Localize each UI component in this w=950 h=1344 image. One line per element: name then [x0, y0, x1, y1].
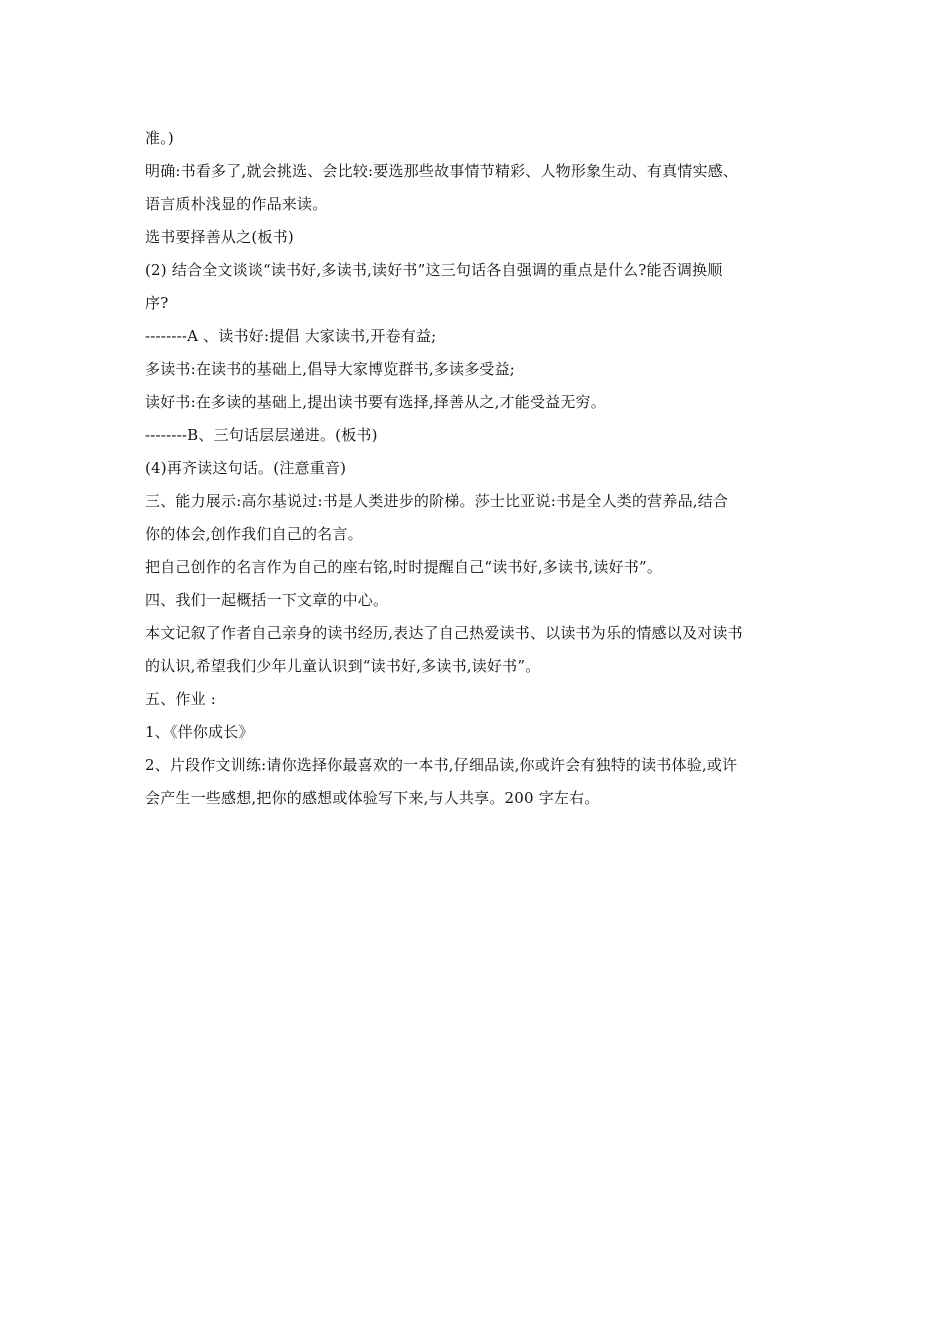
- text-line: 会产生一些感想,把你的感想或体验写下来,与人共享。200 字左右。: [145, 789, 600, 807]
- text-line: 五、作业 :: [145, 690, 217, 708]
- text-line: 选书要择善从之(板书): [145, 228, 294, 246]
- text-line: 2、片段作文训练:请你选择你最喜欢的一本书,仔细品读,你或许会有独特的读书体验,或许: [145, 756, 738, 774]
- text-line: 语言质朴浅显的作品来读。: [145, 195, 328, 213]
- text-line: 的认识,希望我们少年儿童认识到“读书好,多读书,读好书”。: [145, 657, 541, 675]
- text-line: 本文记叙了作者自己亲身的读书经历,表达了自己热爱读书、以读书为乐的情感以及对读书: [145, 624, 743, 642]
- text-line: 准。): [145, 129, 174, 147]
- text-line: 把自己创作的名言作为自己的座右铭,时时提醒自己“读书好,多读书,读好书”。: [145, 558, 663, 576]
- text-line: 三、能力展示:高尔基说过:书是人类进步的阶梯。莎士比亚说:书是全人类的营养品,结合: [145, 492, 729, 510]
- text-line: 读好书:在多读的基础上,提出读书要有选择,择善从之,才能受益无穷。: [145, 393, 606, 411]
- text-line: 四、我们一起概括一下文章的中心。: [145, 591, 389, 609]
- text-line: 多读书:在读书的基础上,倡导大家博览群书,多读多受益;: [145, 360, 516, 378]
- text-line: 1、《伴你成长》: [145, 723, 254, 741]
- text-line: --------B、三句话层层递进。(板书): [145, 426, 378, 444]
- text-line: 你的体会,创作我们自己的名言。: [145, 525, 363, 543]
- document-body: [145, 122, 815, 815]
- text-line: (2) 结合全文谈谈“读书好,多读书,读好书”这三句话各自强调的重点是什么?能否调换顺: [145, 261, 723, 279]
- text-line: 明确:书看多了,就会挑选、会比较:要选那些故事情节精彩、人物形象生动、有真情实感、: [145, 162, 739, 180]
- text-line: --------A 、读书好:提倡 大家读书,开卷有益;: [145, 327, 437, 345]
- text-line: (4)再齐读这句话。(注意重音): [145, 459, 347, 477]
- text-line: 序?: [145, 294, 169, 312]
